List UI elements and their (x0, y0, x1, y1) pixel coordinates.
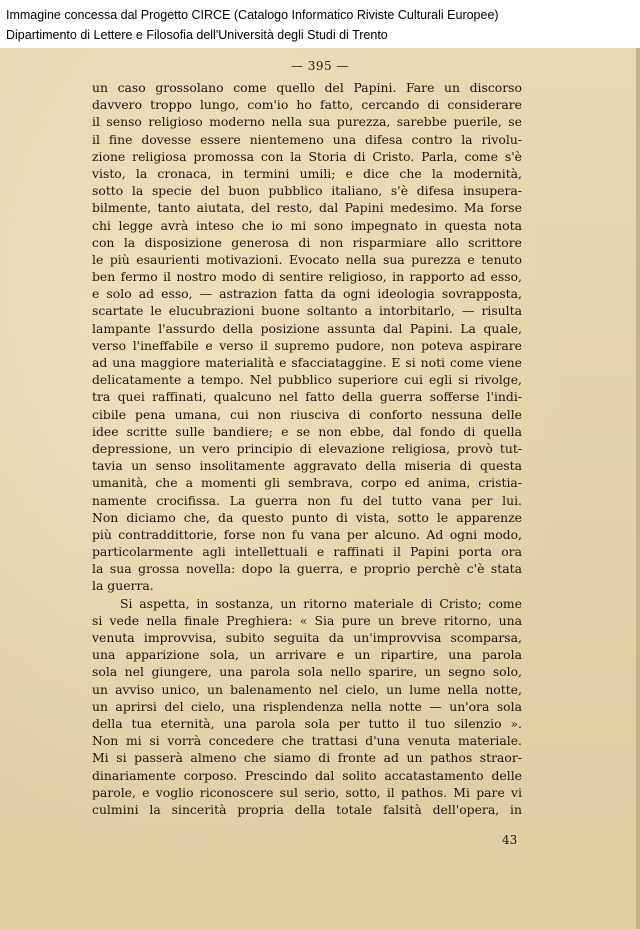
text-line: il fine dovesse essere nientemeno una difesa contro la rivolu- (92, 131, 522, 147)
text-line: con la disposizione generosa di non risparmiare allo scrittore (92, 234, 522, 250)
text-line: della tua eternità, una parola sola per tutto il tuo silenzio ». (92, 715, 522, 731)
text-line: particolarmente agli intellettuali e raffinati il Papini porta ora (92, 544, 522, 560)
text-line: sola nel giungere, una parola sola nello sparire, un segno solo, (92, 664, 522, 680)
text-line: venuta improvvisa, subito seguita da un'improvvisa scomparsa, (92, 630, 522, 645)
text-line: un avviso unico, un balenamento nel cielo, un lume nella notte, (92, 681, 522, 697)
text-line: idee scritte sulle bandiere; e se non ebbe, dal fondo di quella (92, 423, 522, 439)
text-line: Mi si passerà almeno che siamo di fronte ad un pathos straor- (92, 750, 522, 766)
text-line: sotto la specie del buon pubblico italiano, s'è difesa insupera- (92, 183, 522, 199)
text-line: e solo ad esso, — astrazion fatta da ogni ideologia sovrapposta, (92, 286, 522, 302)
text-line: chi legge avrà inteso che io mi sono impegnato in questa nota (92, 217, 522, 233)
text-line: si vede nella finale Preghiera: « Sia pure un breve ritorno, una (92, 612, 522, 628)
text-line: la guerra. (92, 578, 154, 594)
text-line: Si aspetta, in sostanza, un ritorno materiale di Cristo; come (120, 595, 522, 611)
text-line: il senso religioso moderno nella sua purezza, sarebbe puerile, se (92, 114, 522, 130)
page-edge (636, 48, 640, 929)
attribution-header (0, 0, 640, 48)
page-number-bottom: 43 (502, 833, 518, 847)
text-line: verso l'ineffabile e verso il supremo pudore, non poteva aspirare (92, 337, 522, 353)
text-line: lampante l'assurdo della posizione assunta dal Papini. La quale, (92, 320, 522, 336)
body-text (92, 79, 522, 818)
text-line: visto, la cronaca, in termini umili; e dice che la modernità, (92, 165, 522, 181)
text-line: più contraddittorie, forse non fu vana per alcuno. Ad ogni modo, (92, 526, 522, 542)
text-line: Non diciamo che, da questo punto di vista, sotto le apparenze (92, 509, 522, 525)
text-line: bilmente, tanto aiutata, del resto, dal Papini medesimo. Ma forse (92, 200, 522, 216)
text-line: una apparizione sola, un arrivare e un ripartire, una parola (92, 647, 522, 663)
page-number-top: — 395 — (290, 59, 350, 73)
text-line: Non mi si vorrà concedere che trattasi d'una venuta materiale. (92, 733, 522, 749)
attribution-line-1: Immagine concessa dal Progetto CIRCE (Catalogo Informatico Riviste Culturali Europee) (6, 8, 499, 22)
text-line: un aprirsi del cielo, una risplendenza nella notte — un'ora sola (92, 698, 522, 714)
text-line: zione religiosa promossa con la Storia di Cristo. Parla, come s'è (92, 148, 522, 164)
text-line: dinariamente corposo. Prescindo dal solito accatastamento delle (92, 767, 522, 783)
text-line: umanità, che a momenti gli sembrava, corpo ed anima, cristia- (92, 475, 522, 491)
text-line: parole, e voglio riconoscere sul serio, sotto, il pathos. Mi pare vi (92, 784, 522, 800)
text-line: namente crocifissa. La guerra non fu del tutto vana per lui. (92, 492, 522, 508)
text-line: tra quei raffinati, qualcuno nel fatto della guerra sofferse l'indi- (92, 389, 522, 405)
scanned-page (0, 48, 640, 929)
text-line: ben fermo il nostro modo di sentire religioso, in rapporto ad esso, (92, 269, 522, 285)
text-line: culmini la sincerità propria della totale falsità dell'opera, in (92, 801, 522, 817)
text-line: tavia un senso insolitamente aggravato della miseria di questa (92, 458, 522, 474)
text-line: ad una maggiore materialità e sfacciataggine. E si noti come viene (92, 355, 522, 370)
text-line: davvero troppo lungo, com'io ho fatto, cercando di considerare (92, 97, 522, 113)
text-line: le più esaurienti motivazioni. Evocato nella sua purezza e tenuto (92, 251, 522, 267)
text-line: depressione, un vero principio di elevazione religiosa, provò tut- (92, 440, 522, 456)
text-line: la sua grossa novella: dopo la guerra, e proprio perchè c'è stata (92, 561, 522, 577)
text-line: un caso grossolano come quello del Papini. Fare un discorso (92, 80, 522, 95)
attribution-line-2: Dipartimento di Lettere e Filosofia dell'Università degli Studi di Trento (6, 28, 388, 42)
text-line: cibile pena umana, cui non riusciva di conforto nessuna delle (92, 406, 522, 422)
text-line: delicatamente a tempo. Nel pubblico superiore cui egli si rivolge, (92, 372, 522, 388)
text-line: scartate le elucubrazioni buone soltanto a intorbitarlo, — risulta (92, 303, 522, 319)
